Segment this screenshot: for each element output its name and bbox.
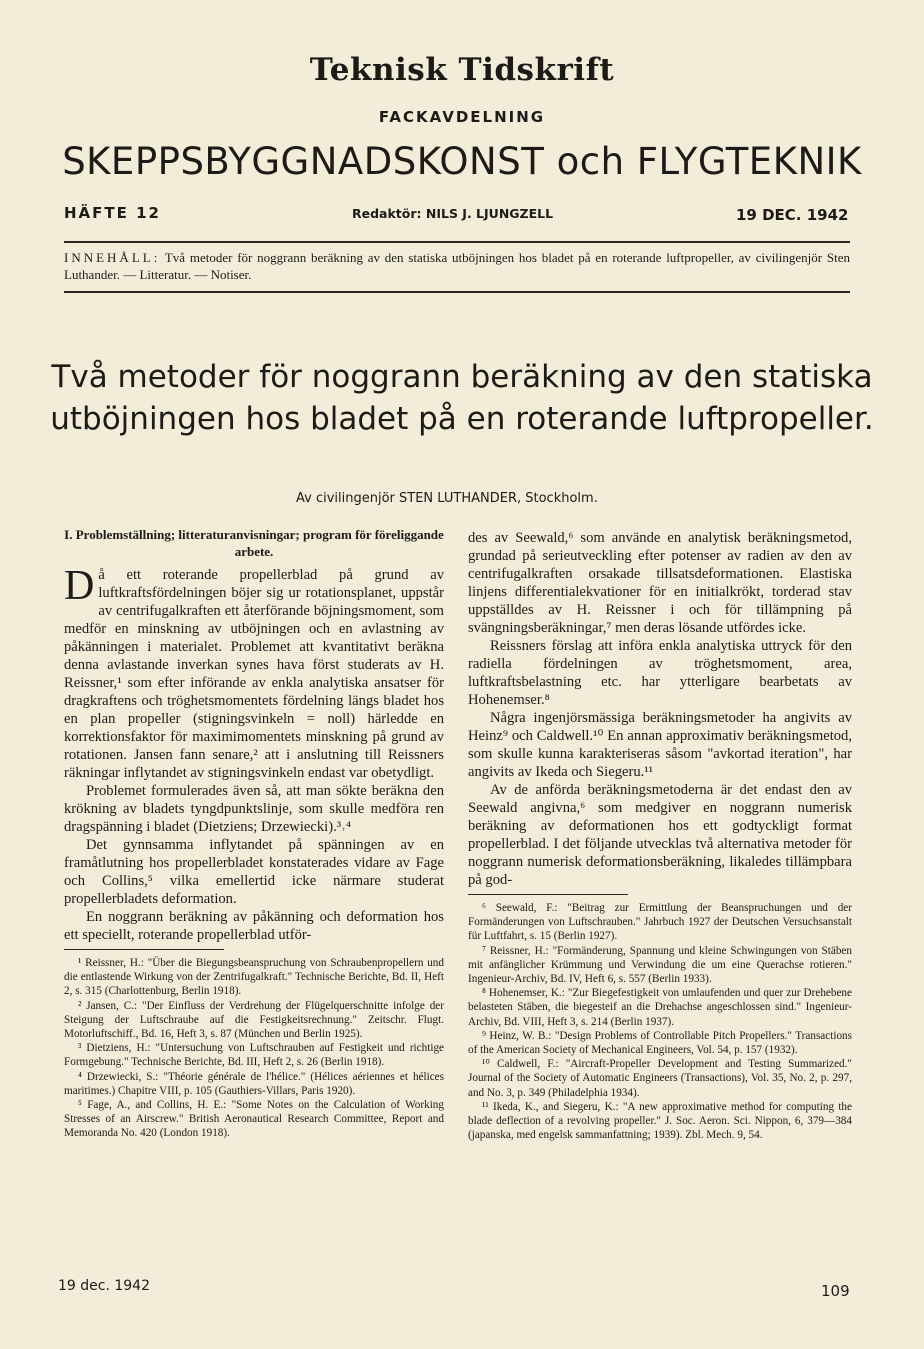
section-heading: I. Problemställning; litteraturanvisningar; program för föreliggande arbete. [64,527,444,559]
article-byline: Av civilingenjör STEN LUTHANDER, Stockholm. [296,491,598,506]
paragraph: En noggrann beräkning av påkänning och deformation hos ett speciellt, roterande propellerblad utför- [64,909,444,943]
contents-label: INNEHÅLL: [64,250,161,265]
top-rule [64,241,850,243]
page-number: 109 [821,1282,850,1300]
article-title: Två metoder för noggrann beräkning av den statiska utböjningen hos bladet på en roterande luftpropeller. [50,359,874,437]
paragraph: Då ett roterande propellerblad på grund av luftkraftsfördelningen böjer sig ur rotationsplanet, uppstår av centrifugalkraften ett återförande böjningsmoment, som medför en minskning av utböjningen och en avlastning av påkänningen i materialet. Problemet att kvantitativt beräkna denna avlastande inverkan synes hava först studerats av H. Reissner,¹ som efter införande av enkla analytiska ansatser för dragkraftens och tröghetsmomentets fördelning längs bladet hos en plan propeller (stigningsvinkeln = noll) härledde en korrektionsfaktor för maximimomentets minskning på grund av rotationen. Jansen fann senare,² att i anslutning till Reissners räkningar inflytandet av stigningsvinkeln endast var obetydligt. [64,563,444,781]
issue-number: HÄFTE 12 [64,204,161,222]
footnotes-left [64,956,444,1141]
right-column [468,529,852,1142]
paragraph: Reissners förslag att införa enkla analytiska uttryck för den radiella fördelningen av tröghetsmoment, area, luftkraftsbelastning etc. har ytterligare bearbetats av Hohenemser.⁸ [468,638,852,708]
section-title: SKEPPSBYGGNADSKONST och FLYGTEKNIK [62,140,862,183]
paragraph: Det gynnsamma inflytandet på spänningen av en framåtlutning hos propellerbladet konstaterades vidare av Fage och Collins,⁵ vilka emellertid icke närmare studerat propellerbladets deformation. [64,837,444,907]
issue-date: 19 DEC. 1942 [736,206,849,224]
footnote: ⁷ Reissner, H.: "Formänderung, Spannung und kleine Schwingungen von Stäben mit anfänglicher Krümmung und Verwindung die um eine Querachse rotieren." Ingenieur-Archiv, Bd. IV, Heft 6, s. 557 (Berlin 1933). [468,944,852,986]
paragraph: des av Seewald,⁶ som använde en analytisk beräkningsmetod, grundad på serieutveckling efter potenser av radien av den av centrifugalkraften orsakade tillsatsdeformationen. Elastiska linjens differentialekvationer för en initialkrökt, torderad stav uppställdes av H. Reissner i och för tillämpning på svängningsberäkningar,⁷ men deras lösande utfördes icke. [468,530,852,636]
paragraph: Problemet formulerades även så, att man sökte beräkna den krökning av bladets tyngdpunktslinje, som skulle medföra ren dragspänning i bladet (Dietziens; Drzewiecki).³˒⁴ [64,783,444,835]
footnote: ⁹ Heinz, W. B.: "Design Problems of Controllable Pitch Propellers." Transactions of the American Society of Mechanical Engineers, Vol. 54, p. 157 (1932). [468,1029,852,1057]
left-column [64,526,444,1141]
footnote: ¹⁰ Caldwell, F.: "Aircraft-Propeller Development and Testing Summarized." Journal of the Society of Automatic Engineers (Transactions), Vol. 35, No. 2, p. 297, and No. 3, p. 349 (Philadelphia 1934). [468,1058,852,1099]
footnote: ⁶ Seewald, F.: "Beitrag zur Ermittlung der Beanspruchungen und der Formänderungen von Luftschrauben." Jahrbuch 1927 der Deutschen Versuchsanstalt für Luftfahrt, s. 15 (Berlin 1927). [468,902,852,943]
footer-date: 19 dec. 1942 [58,1278,150,1294]
footnote-rule [468,894,628,895]
department-label: FACKAVDELNING [378,108,546,126]
footnote: ¹ Reissner, H.: "Über die Biegungsbeanspruchung von Schraubenpropellern und die entlastende Wirkung von der Zentrifugalkraft." Technische Berichte, Bd. II, Heft 2, s. 315 (Charlottenburg, Berlin 1918). [64,957,444,998]
footnotes-right [468,901,852,1142]
footnote: ¹¹ Ikeda, K., and Siegeru, K.: "A new approximative method for computing the blade deflection of a revolving propeller." J. Soc. Aeron. Sci. Nippon, 6, 379—384 (japanska, med engelsk sammanfattning; 1939). Zbl. Mech. 9, 54. [468,1100,852,1142]
contents-text: Två metoder för noggrann beräkning av den statiska utböjningen hos bladet på en roterande luftpropeller, av civilingenjör Sten Luthander. — Litteratur. — Notiser. [64,250,850,282]
footnote-rule [64,949,224,950]
footnote: ⁴ Drzewiecki, S.: "Théorie générale de l'hélice." (Hélices aériennes et hélices maritimes.) Chapitre VIII, p. 105 (Gauthiers-Villars, Paris 1920). [64,1070,444,1097]
paragraph: Av de anförda beräkningsmetoderna är det endast den av Seewald angivna,⁶ som medgiver en noggrann numerisk beräkning av deformationen hos ett godtyckligt format propellerblad. I det följande utvecklas två alternativa metoder för noggrann numerisk deformationsberäkning, likaledes tillämpbara på god- [468,782,852,888]
journal-title: Teknisk Tidskrift [309,52,615,88]
editor-line: Redaktör: NILS J. LJUNGZELL [352,206,554,221]
bottom-rule [64,291,850,293]
footnote: ⁵ Fage, A., and Collins, H. E.: "Some Notes on the Calculation of Working Stresses of an Airscrew." British Aeronautical Research Committee, Report and Memoranda No. 420 (London 1918). [64,1099,444,1140]
footnote: ² Jansen, C.: "Der Einfluss der Verdrehung der Flügelquerschnitte infolge der Steigung der Luftschraube auf die Festigkeitsrechnung." Zeitschr. Flugt. Motorluftschiff., Bd. 16, Heft 3, s. 87 (München und Berlin 1925). [64,999,444,1041]
footnote: ⁸ Hohenemser, K.: "Zur Biegefestigkeit von umlaufenden und quer zur Drehebene belasteten Stäben, die biegesteif an die Drehachse angeschlossen sind." Ingenieur-Archiv, Bd. VIII, Heft 3, s. 214 (Berlin 1937). [468,987,852,1028]
paragraph: Några ingenjörsmässiga beräkningsmetoder ha angivits av Heinz⁹ och Caldwell.¹⁰ En annan approximativ beräkningsmetod, som skulle kunna karakteriseras såsom "avkortad iteration", har angivits av Ikeda och Siegeru.¹¹ [468,710,852,780]
contents-box [64,249,850,283]
drop-cap: D [64,563,95,609]
footnote: ³ Dietziens, H.: "Untersuchung von Luftschrauben auf Festigkeit und richtige Formgebung." Technische Berichte, Bd. III, Heft 2, s. 26 (Berlin 1918). [64,1042,444,1069]
